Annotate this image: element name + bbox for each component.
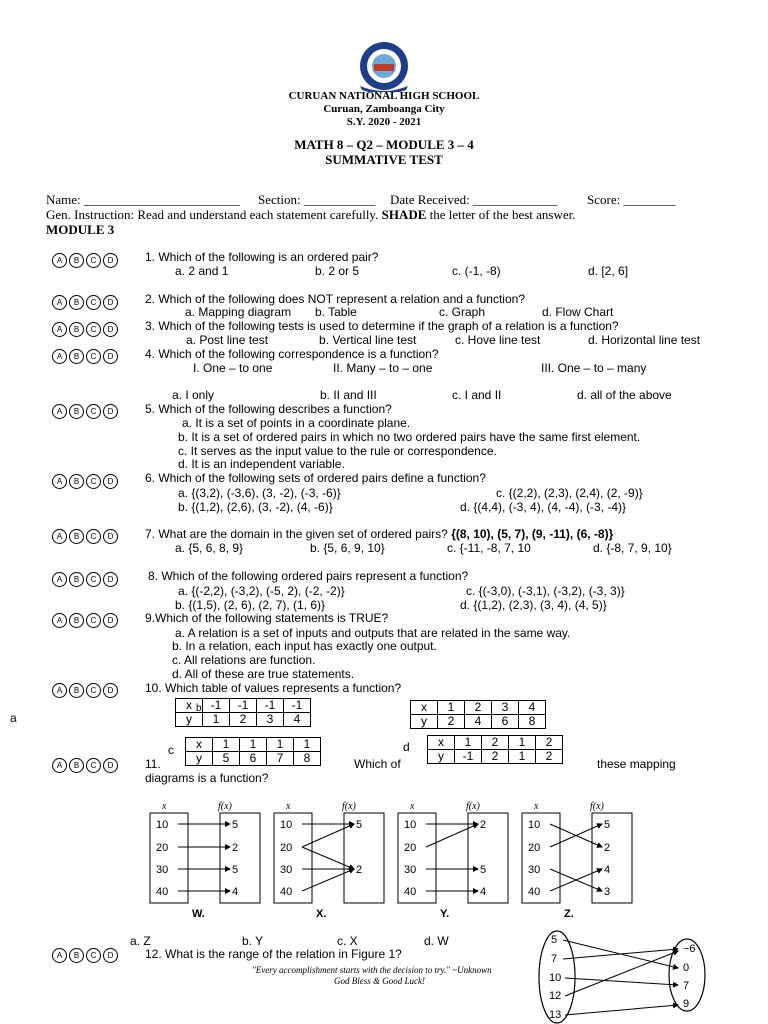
q11-rest: these mapping [597,757,676,771]
diagram-name: W. [192,908,205,918]
q5-option-b: b. It is a set of ordered pairs in which no two ordered pairs have the same first element. [178,430,641,444]
range-label: f(x) [466,801,480,812]
q10-label-b: b [196,703,202,714]
figure-arrow [565,978,678,985]
answer-bubbles-q6[interactable]: A B C D [52,474,118,489]
q4-option-c: c. I and II [452,388,502,402]
q10-table-c: x 1 1 1 1 y 5 6 7 8 [185,737,321,766]
figure-right-value: −6 [683,943,696,955]
range-label: f(x) [342,801,356,812]
range-value: 4 [232,886,239,898]
figure-left-value: 7 [551,953,558,965]
domain-value: 40 [404,886,417,898]
q2-option-a: a. Mapping diagram [185,305,292,319]
q2-text: 2. Which of the following does NOT represent a relation and a function? [145,292,525,306]
range-value: 5 [356,819,363,831]
q8-option-c: c. {(-3,0), (-3,1), (-3,2), (-3, 3)} [466,584,625,598]
q10-label-a: a [10,711,17,725]
answer-bubbles-q10[interactable]: A B C D [52,683,118,698]
q9-option-c: c. All relations are function. [172,653,316,667]
domain-value: 20 [528,842,541,854]
school-name: CURUAN NATIONAL HIGH SCHOOL [288,90,480,102]
q2-option-d: d. Flow Chart [542,305,614,319]
figure-right-value: 7 [683,980,690,992]
q1-option-a: a. 2 and 1 [175,264,229,278]
q1-option-c: c. (-1, -8) [452,264,501,278]
module-heading: MODULE 3 [46,222,115,237]
q4-option-b: b. II and III [320,388,377,402]
q4-option-d: d. all of the above [577,388,672,402]
q10-text: 10. Which table of values represents a function? [145,681,402,695]
q2-option-c: c. Graph [439,305,486,319]
figure-left-value: 13 [549,1009,562,1021]
range-value: 5 [232,864,239,876]
range-value: 5 [232,819,239,831]
range-value: 4 [480,886,487,898]
q11-option-a: a. Z [130,934,151,948]
figure-right-value: 9 [683,998,690,1010]
q3-text: 3. Which of the following tests is used to determine if the graph of a relation is a function? [145,319,619,333]
q1-option-b: b. 2 or 5 [315,264,360,278]
q2-option-b: b. Table [315,305,357,319]
mapping-diagram-z [520,798,640,918]
domain-label: x [286,801,291,812]
mapping-arrow [302,869,354,891]
domain-value: 40 [280,886,293,898]
q10-label-d: d [403,740,410,754]
domain-value: 10 [404,819,417,831]
footer-quote: "Every accomplishment starts with the decision to try." ~Unknown [252,965,492,975]
q7-option-d: d. {-8, 7, 9, 10} [593,541,672,555]
mapping-diagram-x [272,798,392,918]
domain-value: 40 [528,886,541,898]
range-box [344,813,384,903]
answer-bubbles-q5[interactable]: A B C D [52,404,118,419]
q3-option-d: d. Horizontal line test [588,333,701,347]
domain-value: 30 [404,864,417,876]
domain-label: x [534,801,539,812]
domain-label: x [162,801,167,812]
range-value: 3 [604,886,611,898]
domain-label: x [410,801,415,812]
answer-bubbles-q3[interactable]: A B C D [52,322,118,337]
score-field[interactable]: Score: ________ [587,192,676,207]
answer-bubbles-q8[interactable]: A B C D [52,572,118,587]
q5-option-a: a. It is a set of points in a coordinate plane. [182,416,411,430]
domain-value: 20 [280,842,293,854]
figure-left-value: 5 [551,934,558,946]
q3-option-c: c. Hove line test [455,333,541,347]
section-field[interactable]: Section: ___________ [258,192,376,207]
q11-number: 11. [145,757,161,771]
school-year: S.Y. 2020 - 2021 [346,116,422,128]
mapping-diagram-y [396,798,516,918]
q4-item-ii: II. Many – to – one [333,361,433,375]
domain-value: 30 [280,864,293,876]
answer-bubbles-q1[interactable]: A B C D [52,253,118,268]
range-value: 5 [604,819,611,831]
q9-option-a: a. A relation is a set of inputs and outputs that are related in the same way. [175,626,571,640]
range-value: 2 [232,842,239,854]
answer-bubbles-q2[interactable]: A B C D [52,295,118,310]
figure-right-value: 0 [683,962,690,974]
q3-option-b: b. Vertical line test [319,333,417,347]
q4-option-a: a. I only [172,388,215,402]
q8-option-b: b. {(1,5), (2, 6), (2, 7), (1, 6)} [175,598,326,612]
q8-option-d: d. {(1,2), (2,3), (3, 4), (4, 5)} [460,598,607,612]
diagram-name: Z. [564,908,574,918]
answer-bubbles-q12[interactable]: A B C D [52,948,118,963]
q6-option-d: d. {(4,4), (-3, 4), (4, -4), (-3, -4)} [460,500,627,514]
figure-left-value: 10 [549,972,562,984]
name-field[interactable]: Name: ________________________ [46,192,240,207]
answer-bubbles-q4[interactable]: A B C D [52,349,118,364]
domain-value: 10 [528,819,541,831]
q6-option-b: b. {(1,2), (2,6), (3, -2), (4, -6)} [178,500,333,514]
answer-bubbles-q7[interactable]: A B C D [52,529,118,544]
q8-option-a: a. {(-2,2), (-3,2), (-5, 2), (-2, -2)} [178,584,345,598]
range-value: 5 [480,864,487,876]
mapping-arrow [426,824,478,847]
mapping-arrow [302,824,354,847]
q9-option-d: d. All of these are true statements. [172,667,355,681]
figure-arrow [565,1005,678,1015]
q4-text: 4. Which of the following correspondence is a function? [145,347,439,361]
q9-text: 9.Which of the following statements is TRUE? [145,611,389,625]
range-box [468,813,508,903]
test-title: MATH 8 – Q2 – MODULE 3 – 4 [294,137,474,152]
q10-table-b: x 1 2 3 4 y 2 4 6 8 [410,700,546,729]
q9-option-b: b. In a relation, each input has exactly one output. [172,639,437,653]
mapping-diagram-w [148,798,268,918]
q3-option-a: a. Post line test [186,333,269,347]
q6-option-a: a. {(3,2), (-3,6), (3, -2), (-3, -6)} [178,486,341,500]
range-value: 2 [356,864,363,876]
figure-1-mapping [535,927,715,1024]
q7-option-c: c. {-11, -8, 7, 10 [447,541,531,555]
school-logo [346,40,422,92]
q5-text: 5. Which of the following describes a function? [145,402,392,416]
domain-value: 20 [404,842,417,854]
range-label: f(x) [590,801,604,812]
q4-item-iii: III. One – to – many [541,361,647,375]
q11-option-c: c. X [337,934,358,948]
domain-value: 40 [156,886,169,898]
q1-text: 1. Which of the following is an ordered pair? [145,250,379,264]
q8-text: 8. Which of the following ordered pairs represent a function? [148,569,469,583]
domain-value: 20 [156,842,169,854]
q10-table-d: x 1 2 1 2 y -1 2 1 2 [427,735,563,764]
domain-value: 30 [156,864,169,876]
test-subtitle: SUMMATIVE TEST [325,152,443,167]
general-instruction: Gen. Instruction: Read and understand each statement carefully. SHADE the letter of the best answer. [46,207,576,222]
figure-left-value: 12 [549,990,562,1002]
q7-option-b: b. {5, 6, 9, 10} [310,541,385,555]
q6-text: 6. Which of the following sets of ordered pairs define a function? [145,471,486,485]
domain-value: 10 [156,819,169,831]
q5-option-c: c. It serves as the input value to the rule or correspondence. [178,444,497,458]
date-field[interactable]: Date Received: _____________ [390,192,558,207]
mapping-arrow [302,847,354,869]
diagram-name: Y. [440,908,450,918]
range-value: 4 [604,864,611,876]
answer-bubbles-q11[interactable]: A B C D [52,758,118,773]
q7-text: 7. What are the domain in the given set of ordered pairs? {(8, 10), (5, 7), (9, -11), (6, -8)} [145,527,614,541]
school-address: Curuan, Zamboanga City [323,103,445,115]
q11-option-d: d. W [424,934,449,948]
q1-option-d: d. [2, 6] [588,264,629,278]
q7-option-a: a. {5, 6, 8, 9} [175,541,244,555]
q10-label-c: c [168,743,174,757]
range-value: 2 [480,819,487,831]
diagram-name: X. [316,908,327,918]
q6-option-c: c. {(2,2), (2,3), (2,4), (2, -9)} [496,486,643,500]
range-label: f(x) [218,801,232,812]
domain-value: 10 [280,819,293,831]
q12-text: 12. What is the range of the relation in Figure 1? [145,947,402,961]
q4-item-i: I. One – to one [193,361,273,375]
q11-which: Which of [354,757,401,771]
footer-blessing: God Bless & Good Luck! [334,976,425,986]
q10-table-a: x -1 -1 -1 -1 y 1 2 3 4 [175,698,311,727]
q5-option-d: d. It is an independent variable. [178,457,345,471]
range-box [220,813,260,903]
q11-option-b: b. Y [242,934,264,948]
answer-bubbles-q9[interactable]: A B C D [52,613,118,628]
q11-line2: diagrams is a function? [145,771,269,785]
domain-value: 30 [528,864,541,876]
range-value: 2 [604,842,611,854]
